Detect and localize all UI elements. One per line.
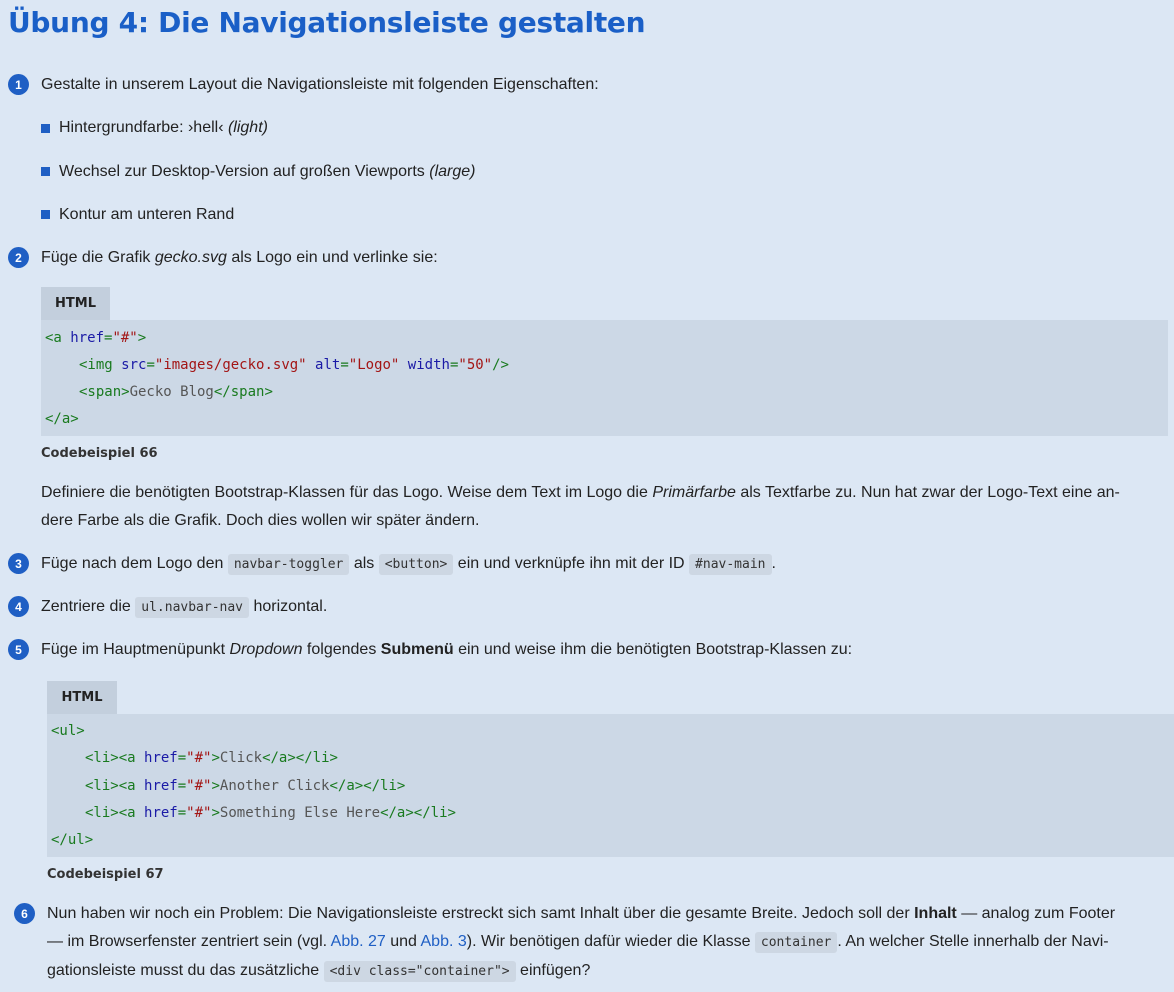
step-number-1: 1	[8, 74, 29, 95]
inline-code: navbar-toggler	[228, 554, 350, 575]
step-number-2: 2	[8, 247, 29, 268]
code-line: <li><a href="#">Another Click</a></li>	[85, 778, 406, 794]
step-6-text: Nun haben wir noch ein Problem: Die Navigationsleiste erstreckt sich samt Inhalt über die gesamte Breite. Jedoch soll der Inhalt — analog zum Footer — im Browserfenster zentriert sein (vgl. Abb. 27 und Abb. 3). Wir benötigen dafür wieder die Klasse container . An welcher Stelle innerhalb der Navi- gationsleiste musst du das zusätzliche <div class="container"> einfügen?	[47, 900, 1172, 986]
code-line: <ul>	[51, 723, 85, 739]
code-line: </ul>	[51, 832, 94, 848]
inline-code: <button>	[379, 554, 454, 575]
step-number-3: 3	[8, 553, 29, 574]
step-number-6: 6	[14, 903, 35, 924]
code-block-66	[41, 320, 1168, 436]
code-caption-66: Codebeispiel 66	[41, 446, 158, 461]
code-tab-html[interactable]: HTML	[47, 681, 117, 714]
code-line: <img src="images/gecko.svg" alt="Logo" width="50"/>	[79, 357, 509, 373]
figure-link-abb-3[interactable]: Abb. 3	[420, 933, 467, 950]
inline-code: ul.navbar-nav	[135, 597, 249, 618]
code-line: </a>	[45, 411, 79, 427]
inline-code: container	[755, 932, 837, 953]
step-number-5: 5	[8, 639, 29, 660]
code-tab-html[interactable]: HTML	[41, 287, 110, 320]
step-1-text: Gestalte in unserem Layout die Navigationsleiste mit folgenden Eigenschaften:	[41, 76, 599, 93]
bullet-item-2: Wechsel zur Desktop-Version auf großen Viewports (large)	[59, 163, 476, 180]
paragraph-logo: Definiere die benötigten Bootstrap-Klassen für das Logo. Weise dem Text im Logo die Primärfarbe als Textfarbe zu. Nun hat zwar der Logo-Text eine an- dere Farbe als die Grafik. Doch dies wollen wir später ändern.	[41, 484, 1120, 529]
step-4-text: Zentriere die ul.navbar-nav horizontal.	[41, 596, 327, 619]
step-2-text: Füge die Grafik gecko.svg als Logo ein und verlinke sie:	[41, 249, 438, 266]
inline-code: #nav-main	[689, 554, 771, 575]
code-line: <li><a href="#">Something Else Here</a></li>	[85, 805, 456, 821]
bullet-square-icon	[41, 167, 50, 176]
step-3-text: Füge nach dem Logo den navbar-toggler als <button> ein und verknüpfe ihn mit der ID #nav-main .	[41, 553, 776, 576]
bullet-item-3: Kontur am unteren Rand	[59, 206, 235, 223]
figure-link-abb-27[interactable]: Abb. 27	[330, 933, 386, 950]
page-title: Übung 4: Die Navigationsleiste gestalten	[8, 6, 646, 39]
inline-code: <div class="container">	[324, 961, 516, 982]
step-5-text: Füge im Hauptmenüpunkt Dropdown folgendes Submenü ein und weise ihm die benötigten Bootstrap-Klassen zu:	[41, 641, 853, 658]
step-number-4: 4	[8, 596, 29, 617]
code-block-67	[47, 714, 1174, 857]
code-line: <a href="#">	[45, 330, 147, 346]
bullet-square-icon	[41, 210, 50, 219]
code-line: <span>Gecko Blog</span>	[79, 384, 273, 400]
code-line: <li><a href="#">Click</a></li>	[85, 750, 338, 766]
code-caption-67: Codebeispiel 67	[47, 867, 164, 882]
bullet-item-1: Hintergrundfarbe: ›hell‹ (light)	[59, 119, 268, 136]
bullet-square-icon	[41, 124, 50, 133]
